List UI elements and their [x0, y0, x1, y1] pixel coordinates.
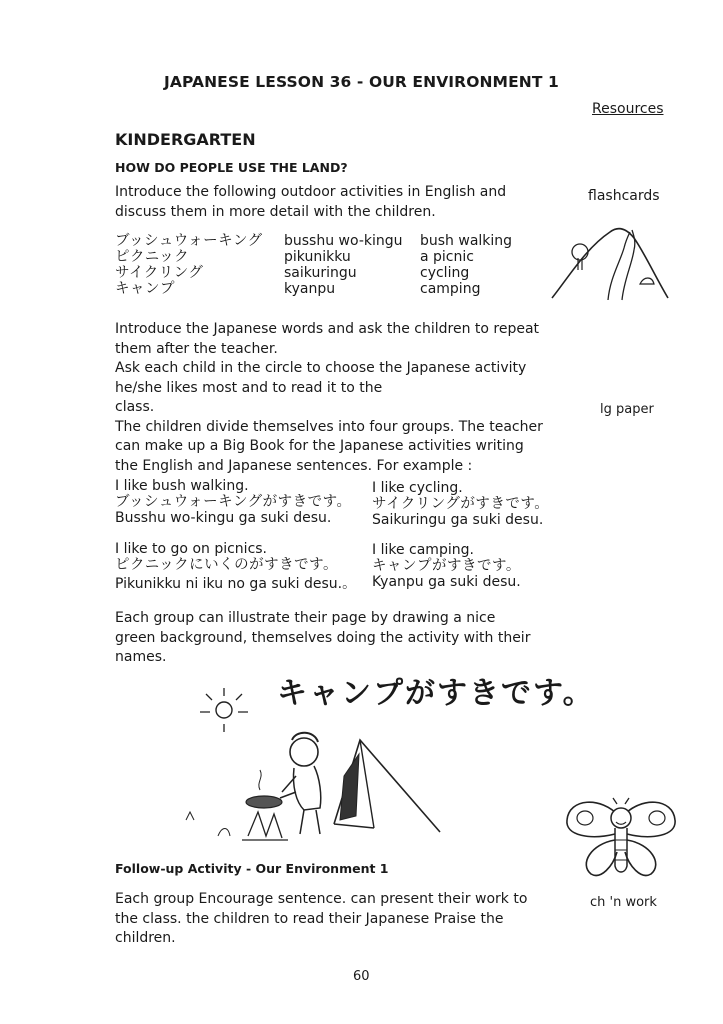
vocab-english: cycling	[420, 265, 470, 281]
page-number: 60	[353, 969, 370, 984]
vocab-japanese: サイクリング	[115, 265, 204, 281]
section-subheading: HOW DO PEOPLE USE THE LAND?	[115, 160, 348, 175]
vocab-romaji: saikuringu	[284, 265, 357, 281]
instruction-line: Ask each child in the circle to choose the Japanese activity	[115, 360, 527, 376]
followup-line: children.	[115, 930, 176, 946]
camping-illustration	[184, 716, 444, 844]
mountain-illustration	[548, 218, 673, 314]
vocab-japanese-column	[115, 233, 263, 297]
resource-flashcards: flashcards	[588, 188, 660, 204]
example-english: I like cycling.	[372, 480, 463, 496]
resource-paper: lg paper	[600, 402, 654, 417]
vocab-romaji: pikunikku	[284, 249, 351, 265]
illustrate-paragraph	[115, 609, 575, 668]
example-romaji: Kyanpu ga suki desu.	[372, 574, 521, 590]
instruction-line: Introduce the Japanese words and ask the children to repeat	[115, 321, 540, 337]
illustrate-line: green background, themselves doing the activity with their	[115, 629, 531, 646]
instructions-paragraph	[115, 320, 575, 476]
instruction-line: he/she likes most and to read it to the	[115, 379, 383, 396]
butterfly-illustration	[561, 796, 681, 884]
intro-line: discuss them in more detail with the children.	[115, 203, 436, 220]
vocab-romaji: kyanpu	[284, 281, 336, 297]
resources-heading: Resources	[592, 101, 664, 117]
vocab-english-column	[420, 233, 512, 297]
instruction-line: the English and Japanese sentences. For example :	[115, 457, 473, 474]
example-japanese: キャンプがすきです。	[372, 558, 521, 574]
followup-line: the class. the children to read their Japanese Praise the	[115, 910, 504, 927]
vocab-english: bush walking	[420, 233, 513, 249]
example-bush-walking	[115, 478, 352, 526]
example-romaji: Pikunikku ni iku no ga suki desu.。	[115, 576, 357, 592]
vocab-japanese: ピクニック	[115, 249, 190, 265]
intro-paragraph	[115, 183, 555, 222]
example-camping	[372, 542, 521, 590]
vocab-romaji-column	[284, 233, 403, 297]
instruction-line: The children divide themselves into four groups. The teacher	[115, 418, 543, 435]
example-japanese: ブッシュウォーキングがすきです。	[115, 494, 352, 510]
followup-paragraph	[115, 890, 575, 949]
vocab-japanese: ブッシュウォーキング	[115, 233, 263, 249]
example-japanese: サイクリングがすきです。	[372, 496, 550, 512]
vocab-japanese: キャンプ	[115, 281, 175, 297]
instruction-line: class.	[115, 399, 155, 415]
vocab-english: a picnic	[420, 249, 474, 265]
level-heading: KINDERGARTEN	[115, 130, 256, 149]
example-english: I like camping.	[372, 542, 474, 558]
instruction-line: them after the teacher.	[115, 340, 278, 357]
handwritten-caption: キャンプがすきです。	[277, 676, 595, 711]
example-english: I like bush walking.	[115, 478, 249, 494]
intro-line: Introduce the following outdoor activities in English and	[115, 184, 507, 200]
instruction-line: can make up a Big Book for the Japanese activities writing	[115, 438, 524, 454]
example-romaji: Busshu wo-kingu ga suki desu.	[115, 510, 332, 526]
followup-heading: Follow-up Activity - Our Environment 1	[115, 861, 389, 876]
illustrate-line: Each group can illustrate their page by drawing a nice	[115, 610, 496, 626]
illustrate-line: names.	[115, 649, 167, 665]
example-japanese: ピクニックにいくのがすきです。	[115, 557, 338, 573]
followup-line: Each group Encourage sentence. can present their work to	[115, 891, 528, 907]
example-english: I like to go on picnics.	[115, 541, 268, 557]
example-cycling	[372, 480, 549, 528]
resource-work: ch 'n work	[590, 895, 657, 910]
example-picnic	[115, 541, 356, 593]
vocab-romaji: busshu wo-kingu	[284, 233, 403, 249]
vocab-english: camping	[420, 281, 481, 297]
page-title: JAPANESE LESSON 36 - OUR ENVIRONMENT 1	[164, 73, 559, 91]
example-romaji: Saikuringu ga suki desu.	[372, 512, 544, 528]
